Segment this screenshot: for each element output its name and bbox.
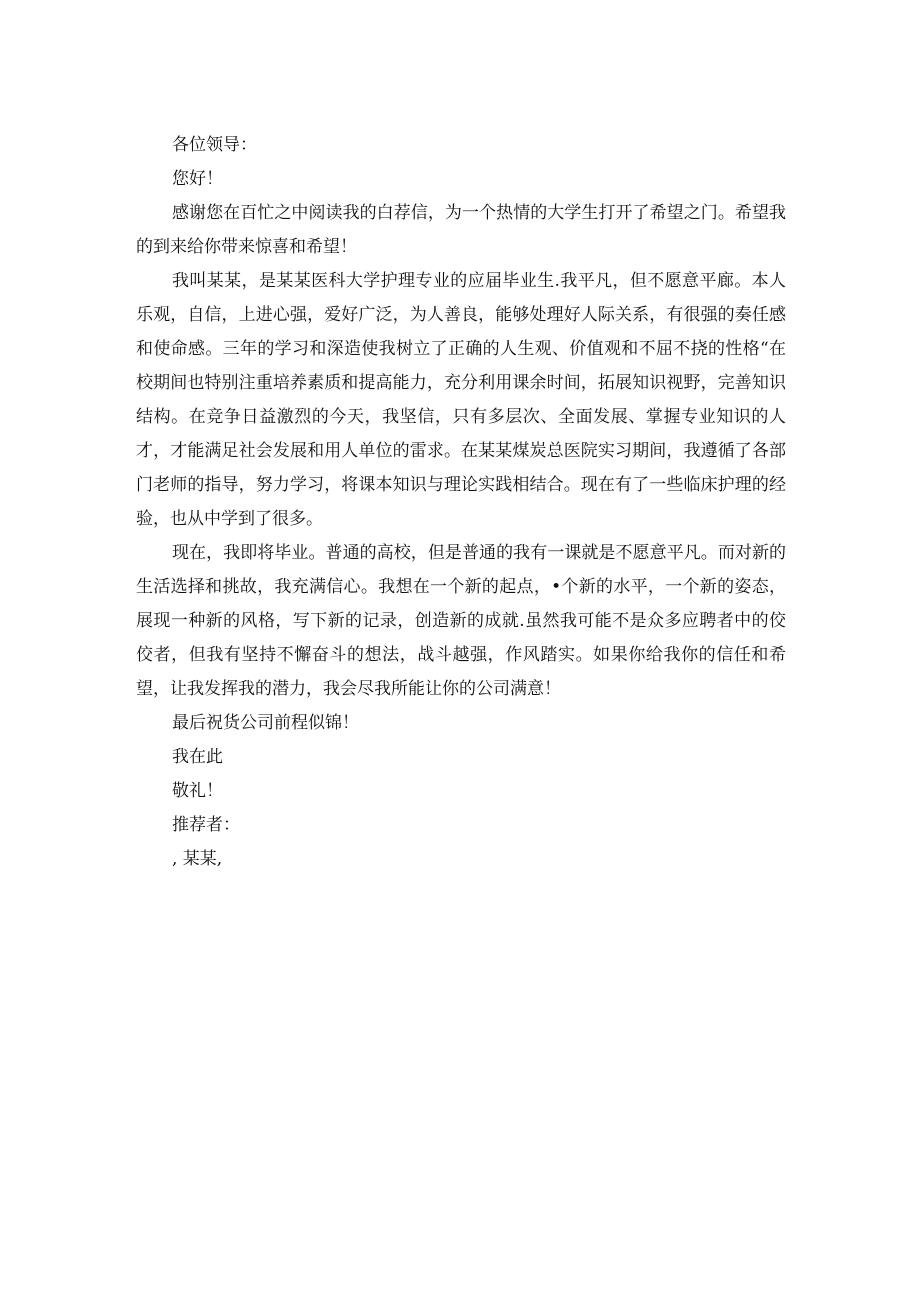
salutation: 各位领导： xyxy=(172,135,257,155)
paragraph-introduction: 我叫某某，是某某医科大学护理专业的应届毕业生.我平凡，但不愿意平廊。本人乐观，自信，上进心强，爱好广泛，为人善良，能够处理好人际关系，有很强的奏任感和使命感。三年的学习和深造使我树立了正确的人生观、价值观和不屈不挠的性格“在校期间也特别注重培养素质和提高能力，充分利用课余时间，拓展知识视野，完善知识结构。在竞争日益激烈的今天，我坚信，只有多层次、全面发展、掌握专业知识的人才，才能满足社会发展和用人单位的雷求。在某某煤炭总医院实习期间，我遵循了各部门老师的指导，努力学习，将课本知识与理论实践相结合。现在有了一些临床护理的经验，也从中学到了很多。 xyxy=(136,271,786,529)
recommender-label: 推荐者： xyxy=(172,815,240,835)
recommendation-letter xyxy=(136,128,786,876)
paragraph-aspiration: 现在，我即将毕业。普通的高校，但是普通的我有一课就是不愿意平凡。而对新的生活选择和挑故，我充满信心。我想在一个新的起点，•个新的水平，一个新的姿态，展现一种新的风格，写下新的记录，创造新的成就.虽然我可能不是众多应聘者中的佼佼者，但我有坚持不懈奋斗的想法，战斗越强，作风踏实。如果你给我你的信任和希望，让我发挥我的潜力，我会尽我所能让你的公司满意！ xyxy=(136,543,786,699)
greeting: 您好！ xyxy=(172,169,223,189)
wishes-line: 最后祝货公司前程似锦！ xyxy=(172,713,359,733)
closing-line-2: 敬礼！ xyxy=(172,781,223,801)
closing-line-1: 我在此 xyxy=(172,747,223,767)
paragraph-thanks: 感谢您在百忙之中阅读我的白荐信，为一个热情的大学生打开了希望之门。希望我的到来给你带来惊喜和希望！ xyxy=(136,203,786,257)
signature: , 某某, xyxy=(172,849,223,869)
